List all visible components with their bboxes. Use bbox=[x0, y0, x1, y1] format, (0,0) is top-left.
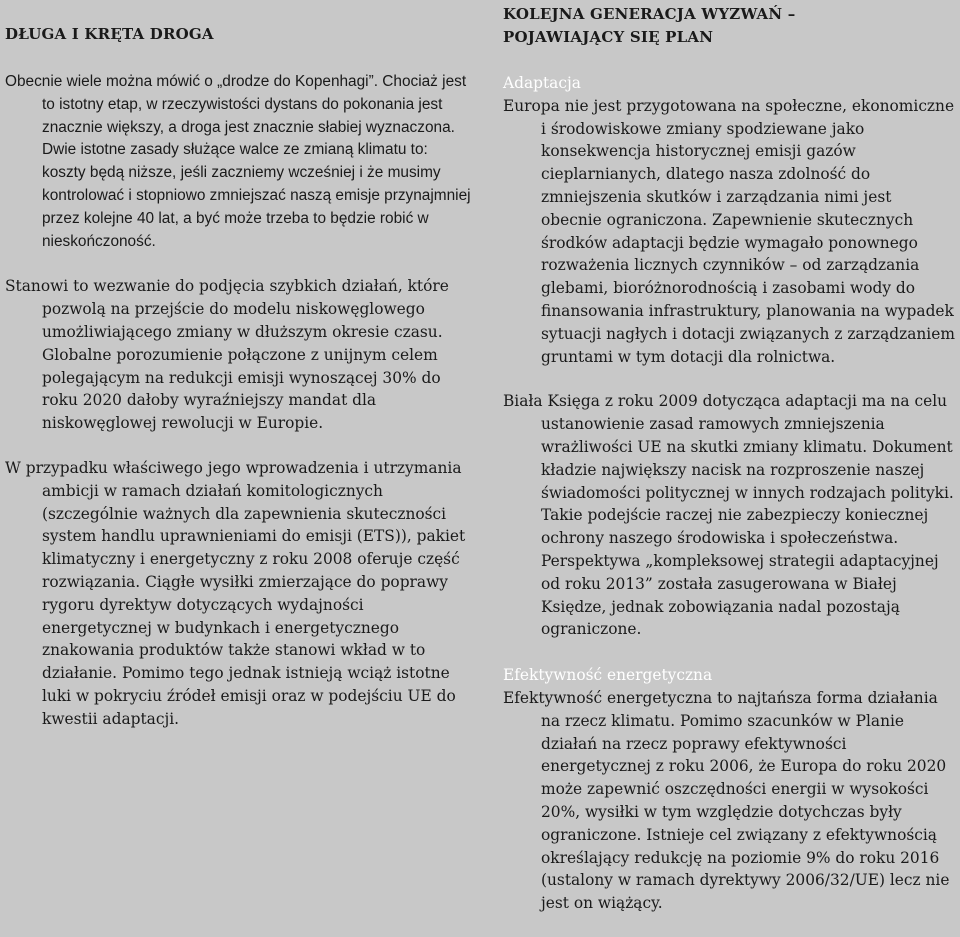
section-heading-long-road: DŁUGA I KRĘTA DROGA bbox=[5, 25, 214, 43]
paragraph-call-to-action: Stanowi to wezwanie do podjęcia szybkich działań, które pozwolą na przejście do modelu niskowęglowego umożliwiającego zmiany w dłuższym okresie czasu. Globalne porozumienie połączone z unijnym celem polegającym na redukcji emisji wynoszącej 30% do roku 2020 dałoby wyraźniejszy mandat dla niskowęglowej rewolucji w Europie. bbox=[5, 277, 449, 433]
subheading-adaptation: Adaptacja bbox=[503, 74, 581, 92]
heading-line-1: KOLEJNA GENERACJA WYZWAŃ – bbox=[503, 5, 796, 23]
paragraph-energy-efficiency: Efektywność energetyczna to najtańsza forma działania na rzecz klimatu. Pomimo szacunków w Planie działań na rzecz poprawy efektywności energetycznej z roku 2006, że Europa do roku 2020 może zapewnić oszczędności energii w wysokości 20%, wysiłki w tym względzie dotychczas były ograniczone. Istnieje cel związany z efektywnością określający redukcję na poziomie 9% do roku 2016 (ustalony w ramach dyrektywy 2006/32/UE) lecz nie jest on wiążący. bbox=[503, 688, 950, 913]
left-column bbox=[5, 0, 471, 731]
subheading-energy-efficiency: Efektywność energetyczna bbox=[503, 666, 713, 685]
heading-line-2: POJAWIAJĄCY SIĘ PLAN bbox=[503, 28, 714, 46]
paragraph-white-paper: Biała Księga z roku 2009 dotycząca adaptacji ma na celu ustanowienie zasad ramowych zmniejszenia wrażliwości UE na skutki zmiany klimatu. Dokument kładzie największy nacisk na rozproszenie naszej świadomości politycznej w innych rodzajach polityki. Takie podejście raczej nie zabezpieczy koniecznej ochrony naszego środowiska i społeczeństwa. Perspektywa „kompleksowej strategii adaptacyjnej od roku 2013” została zasugerowana w Białej Księdze, jednak zobowiązania nadal pozostają ograniczone. bbox=[503, 392, 954, 639]
paragraph-climate-package: W przypadku właściwego jego wprowadzenia i utrzymania ambicji w ramach działań komitologicznych (szczególnie ważnych dla zapewnienia skuteczności system handlu uprawnieniami do emisji (ETS)), pakiet klimatyczny i energetyczny z roku 2008 oferuje część rozwiązania. Ciągłe wysiłki zmierzające do poprawy rygoru dyrektyw dotyczących wydajności energetycznej w budynkach i energetycznego znakowania produktów także stanowi wkład w to działanie. Pomimo tego jednak istnieją wciąż istotne luki w pokryciu źródeł emisji oraz w podejściu UE do kwestii adaptacji. bbox=[5, 458, 466, 728]
section-heading-next-generation bbox=[503, 0, 957, 49]
right-column bbox=[503, 0, 957, 915]
paragraph-adaptation: Europa nie jest przygotowana na społeczne, ekonomiczne i środowiskowe zmiany spodziewane jako konsekwencja historycznej emisji gazów cieplarnianych, dlatego nasza zdolność do zmniejszenia skutków i zarządzania nimi jest obecnie ograniczona. Zapewnienie skutecznych środków adaptacji będzie wymagało ponownego rozważenia licznych czynników – od zarządzania glebami, bioróżnorodnością i zasobami wody do finansowania infrastruktury, planowania na wypadek sytuacji nagłych i dotacji związanych z zarządzaniem gruntami w tym dotacji dla rolnictwa. bbox=[503, 96, 955, 366]
paragraph-copenhagen: Obecnie wiele można mówić o „drodze do Kopenhagi”. Chociaż jest to istotny etap, w rzeczywistości dystans do pokonania jest znacznie większy, a droga jest znacznie słabiej wyznaczona. Dwie istotne zasady służące walce ze zmianą klimatu to: koszty będą niższe, jeśli zaczniemy wcześniej i że musimy kontrolować i stopniowo zmniejszać naszą emisje przynajmniej przez kolejne 40 lat, a być może trzeba to będzie robić w nieskończoność. bbox=[5, 73, 471, 250]
